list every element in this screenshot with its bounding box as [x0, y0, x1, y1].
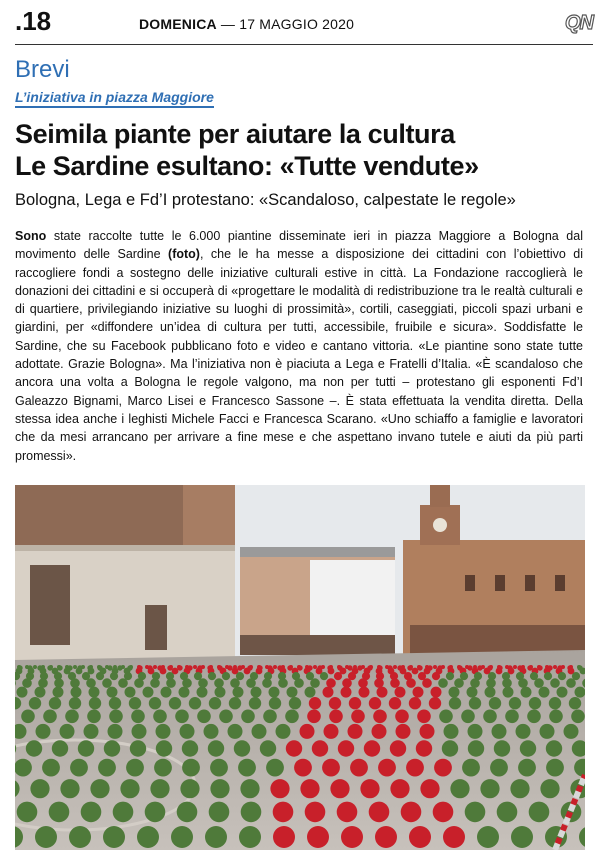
green-plant-pot: [103, 826, 125, 848]
green-plant-pot: [442, 740, 458, 756]
green-plant-pot: [96, 672, 104, 680]
green-plant-pot: [145, 802, 166, 823]
red-flower-pot: [401, 802, 422, 823]
green-plant-pot: [246, 678, 256, 688]
red-flower-pot: [341, 687, 352, 698]
article-kicker: L’iniziativa in piazza Maggiore: [15, 89, 214, 108]
green-plant-pot: [33, 665, 37, 669]
green-plant-pot: [26, 740, 42, 756]
red-flower-pot: [390, 678, 400, 688]
green-plant-pot: [241, 710, 255, 724]
green-plant-pot: [492, 724, 507, 739]
red-flower-pot: [244, 668, 251, 675]
red-flower-pot: [443, 826, 465, 848]
red-flower-pot: [553, 665, 557, 669]
green-plant-pot: [263, 710, 277, 724]
green-plant-pot: [439, 710, 453, 724]
red-flower-pot: [341, 826, 363, 848]
green-plant-pot: [509, 697, 521, 709]
body-part-1: state raccolte tutte le 6.000 piantine disseminate ieri in piazza Maggiore a Bologna dal movimento delle Sardine: [15, 229, 583, 262]
green-plant-pot: [520, 740, 536, 756]
green-plant-pot: [143, 687, 154, 698]
green-plant-pot: [289, 697, 301, 709]
green-plant-pot: [310, 678, 320, 688]
red-flower-pot: [496, 668, 503, 675]
green-plant-pot: [171, 826, 193, 848]
green-plant-pot: [90, 779, 109, 798]
issue-date: [139, 16, 354, 32]
green-plant-pot: [529, 697, 541, 709]
red-flower-pot: [348, 724, 363, 739]
green-plant-pot: [150, 779, 169, 798]
green-plant-pot: [557, 687, 568, 698]
green-plant-pot: [150, 678, 160, 688]
red-flower-pot: [329, 697, 341, 709]
green-plant-pot: [130, 740, 146, 756]
green-plant-pot: [104, 740, 120, 756]
green-plant-pot: [204, 724, 219, 739]
green-plant-pot: [120, 779, 139, 798]
red-flower-pot: [294, 759, 312, 777]
green-plant-pot: [109, 697, 121, 709]
green-plant-pot: [558, 672, 566, 680]
central-building: [240, 547, 395, 655]
green-plant-pot: [477, 826, 499, 848]
red-flower-pot: [309, 697, 321, 709]
green-plant-pot: [70, 759, 88, 777]
red-flower-pot: [364, 740, 380, 756]
green-plant-pot: [208, 740, 224, 756]
green-plant-pot: [182, 678, 192, 688]
red-flower-pot: [350, 759, 368, 777]
article-body: [15, 227, 583, 465]
green-plant-pot: [60, 779, 79, 798]
green-plant-pot: [107, 687, 118, 698]
red-flower-pot: [412, 668, 419, 675]
red-flower-pot: [312, 740, 328, 756]
green-plant-pot: [287, 687, 298, 698]
green-plant-pot: [575, 687, 586, 698]
green-plant-pot: [215, 687, 226, 698]
issue-day: DOMENICA: [139, 16, 217, 32]
green-plant-pot: [30, 779, 49, 798]
red-flower-pot: [393, 665, 397, 669]
article-headline: [15, 118, 593, 182]
green-plant-pot: [549, 710, 563, 724]
green-plant-pot: [60, 724, 75, 739]
green-plant-pot: [262, 678, 272, 688]
green-plant-pot: [132, 724, 147, 739]
green-plant-pot: [278, 678, 288, 688]
green-plant-pot: [129, 697, 141, 709]
green-plant-pot: [156, 724, 171, 739]
red-flower-pot: [377, 687, 388, 698]
green-plant-pot: [169, 697, 181, 709]
green-plant-pot: [109, 710, 123, 724]
green-plant-pot: [241, 802, 262, 823]
red-flower-pot: [389, 697, 401, 709]
green-plant-pot: [161, 687, 172, 698]
green-plant-pot: [49, 697, 61, 709]
green-plant-pot: [179, 687, 190, 698]
green-plant-pot: [71, 687, 82, 698]
green-plant-pot: [21, 710, 35, 724]
green-plant-pot: [462, 759, 480, 777]
red-flower-pot: [273, 802, 294, 823]
article-subtitle: Bologna, Lega e Fd’I protestano: «Scandaloso, calpestate le regole»: [15, 191, 516, 209]
green-plant-pot: [35, 826, 57, 848]
green-plant-pot: [497, 802, 518, 823]
red-flower-pot: [328, 668, 335, 675]
red-flower-pot: [369, 697, 381, 709]
red-flower-pot: [372, 724, 387, 739]
green-plant-pot: [126, 759, 144, 777]
red-flower-pot: [406, 678, 416, 688]
red-flower-pot: [322, 759, 340, 777]
red-flower-pot: [373, 710, 387, 724]
section-title: Brevi: [15, 56, 70, 83]
red-flower-pot: [286, 740, 302, 756]
red-flower-pot: [431, 687, 442, 698]
red-flower-pot: [270, 779, 289, 798]
green-plant-pot: [113, 802, 134, 823]
green-plant-pot: [502, 678, 512, 688]
green-plant-pot: [251, 687, 262, 698]
red-flower-pot: [273, 665, 277, 669]
red-flower-pot: [324, 724, 339, 739]
green-plant-pot: [125, 687, 136, 698]
green-plant-pot: [189, 697, 201, 709]
body-photo-ref: (foto): [168, 247, 200, 262]
green-plant-pot: [29, 697, 41, 709]
green-plant-pot: [470, 678, 480, 688]
green-plant-pot: [219, 710, 233, 724]
green-plant-pot: [166, 678, 176, 688]
green-plant-pot: [468, 740, 484, 756]
green-plant-pot: [571, 710, 585, 724]
green-plant-pot: [38, 678, 48, 688]
green-plant-pot: [52, 740, 68, 756]
green-plant-pot: [294, 678, 304, 688]
red-flower-pot: [323, 687, 334, 698]
green-plant-pot: [209, 697, 221, 709]
red-flower-pot: [273, 826, 295, 848]
red-flower-pot: [326, 678, 336, 688]
green-plant-pot: [534, 678, 544, 688]
green-plant-pot: [450, 779, 469, 798]
green-plant-pot: [539, 687, 550, 698]
green-plant-pot: [521, 687, 532, 698]
green-plant-pot: [320, 672, 328, 680]
green-plant-pot: [134, 678, 144, 688]
green-plant-pot: [285, 710, 299, 724]
green-plant-pot: [87, 710, 101, 724]
red-flower-pot: [337, 802, 358, 823]
green-plant-pot: [505, 710, 519, 724]
green-plant-pot: [76, 668, 83, 675]
green-plant-pot: [540, 779, 559, 798]
green-plant-pot: [73, 665, 77, 669]
green-plant-pot: [205, 826, 227, 848]
green-plant-pot: [208, 672, 216, 680]
green-plant-pot: [89, 697, 101, 709]
green-plant-pot: [182, 759, 200, 777]
green-plant-pot: [222, 672, 230, 680]
green-plant-pot: [486, 678, 496, 688]
green-plant-pot: [518, 759, 536, 777]
red-flower-pot: [330, 779, 349, 798]
green-plant-pot: [249, 697, 261, 709]
green-plant-pot: [233, 687, 244, 698]
green-plant-pot: [260, 740, 276, 756]
red-flower-pot: [409, 697, 421, 709]
red-flower-pot: [417, 710, 431, 724]
green-plant-pot: [461, 710, 475, 724]
red-flower-pot: [395, 710, 409, 724]
green-plant-pot: [564, 724, 579, 739]
green-plant-pot: [153, 710, 167, 724]
green-plant-pot: [305, 687, 316, 698]
green-plant-pot: [137, 826, 159, 848]
green-plant-pot: [229, 697, 241, 709]
green-plant-pot: [467, 687, 478, 698]
red-flower-pot: [307, 710, 321, 724]
green-plant-pot: [489, 697, 501, 709]
red-flower-pot: [433, 802, 454, 823]
green-plant-pot: [209, 802, 230, 823]
red-flower-pot: [193, 665, 197, 669]
red-flower-pot: [396, 724, 411, 739]
green-plant-pot: [210, 779, 229, 798]
green-plant-pot: [540, 724, 555, 739]
green-plant-pot: [70, 678, 80, 688]
green-plant-pot: [550, 678, 560, 688]
green-plant-pot: [238, 759, 256, 777]
green-plant-pot: [511, 826, 533, 848]
green-plant-pot: [544, 672, 552, 680]
green-plant-pot: [149, 697, 161, 709]
green-plant-pot: [469, 697, 481, 709]
green-plant-pot: [177, 802, 198, 823]
red-flower-pot: [358, 678, 368, 688]
red-flower-pot: [432, 672, 440, 680]
green-plant-pot: [230, 678, 240, 688]
red-flower-pot: [406, 759, 424, 777]
green-plant-pot: [490, 759, 508, 777]
green-plant-pot: [108, 724, 123, 739]
basilica-facade: [15, 485, 235, 660]
red-flower-pot: [413, 687, 424, 698]
body-part-2: , che le ha messe a disposizione dei cittadini con l’obiettivo di raccogliere fondi a sostegno delle iniziative culturali estive in città. La Fondazione raccoglierà le donazioni dei cittadini e si occuperà di «progettare le modalità di redistribuzione tra le realtà culturali e di quartiere, privilegiando iniziative su luoghi di prossimità», cortili, caseggiati, piccoli spazi urbani e giardini, per «diffondere un’idea di cultura per tutti, accessibile, fruibile e sicura». Soddisfatte le Sardine, che su Facebook pubblicano foto e video e cantano vittoria. «Le piantine sono state tutte adottate. Grazie Bologna». Ma l’iniziativa non è piaciuta a Lega e Fratelli d’Italia. «È scandaloso che ancora una volta a Bologna le regole valgono, ma non per tutti – protestano gli esponenti Fd’I Galeazzo Bignami, Marco Lisei e Francesco Sassone –. È stata effettuata la vendita diretta. Della stessa idea anche i leghisti Michele Facci e Francesca Scarano. «Uno schiaffo a famiglie e lavoratori che da mesi arrancano per arrivare a fine mese e che aspettano invano tutele e aiuti da più parti promessi».: [15, 247, 584, 463]
green-plant-pot: [228, 724, 243, 739]
headline-line-2: Le Sardine esultano: «Tutte vendute»: [15, 151, 479, 181]
green-plant-pot: [102, 678, 112, 688]
green-plant-pot: [156, 740, 172, 756]
red-flower-pot: [305, 802, 326, 823]
green-plant-pot: [276, 724, 291, 739]
green-plant-pot: [84, 724, 99, 739]
green-plant-pot: [518, 678, 528, 688]
green-plant-pot: [17, 687, 28, 698]
green-plant-pot: [483, 710, 497, 724]
green-plant-pot: [438, 678, 448, 688]
green-plant-pot: [266, 759, 284, 777]
qn-logo: QN: [565, 12, 593, 34]
green-plant-pot: [110, 672, 118, 680]
green-plant-pot: [36, 724, 51, 739]
red-flower-pot: [378, 759, 396, 777]
green-plant-pot: [98, 759, 116, 777]
green-plant-pot: [43, 710, 57, 724]
red-flower-pot: [359, 687, 370, 698]
page-header: [15, 6, 593, 40]
green-plant-pot: [465, 802, 486, 823]
red-flower-pot: [338, 740, 354, 756]
green-plant-pot: [485, 687, 496, 698]
green-plant-pot: [81, 802, 102, 823]
green-plant-pot: [529, 802, 550, 823]
red-flower-pot: [375, 826, 397, 848]
red-flower-pot: [416, 740, 432, 756]
green-plant-pot: [269, 697, 281, 709]
red-flower-pot: [307, 826, 329, 848]
header-rule: [15, 44, 593, 45]
red-flower-pot: [513, 665, 517, 669]
green-plant-pot: [197, 687, 208, 698]
green-plant-pot: [449, 697, 461, 709]
green-plant-pot: [42, 759, 60, 777]
green-plant-pot: [239, 826, 261, 848]
green-plant-pot: [503, 687, 514, 698]
green-plant-pot: [69, 697, 81, 709]
red-flower-pot: [390, 740, 406, 756]
green-plant-pot: [214, 678, 224, 688]
green-plant-pot: [269, 687, 280, 698]
green-plant-pot: [22, 678, 32, 688]
green-plant-pot: [17, 802, 38, 823]
red-flower-pot: [300, 779, 319, 798]
red-flower-pot: [160, 668, 167, 675]
green-plant-pot: [65, 710, 79, 724]
red-flower-pot: [429, 697, 441, 709]
red-flower-pot: [153, 665, 157, 669]
green-plant-pot: [240, 779, 259, 798]
green-plant-pot: [480, 779, 499, 798]
green-plant-pot: [494, 740, 510, 756]
red-flower-pot: [422, 678, 432, 688]
green-plant-pot: [566, 678, 576, 688]
red-flower-pot: [349, 697, 361, 709]
green-plant-pot: [197, 710, 211, 724]
red-flower-pot: [334, 672, 342, 680]
green-plant-pot: [569, 697, 581, 709]
body-lead: Sono: [15, 229, 47, 243]
green-plant-pot: [53, 687, 64, 698]
green-plant-pot: [49, 802, 70, 823]
red-flower-pot: [300, 724, 315, 739]
red-flower-pot: [420, 724, 435, 739]
green-plant-pot: [35, 687, 46, 698]
red-flower-pot: [329, 710, 343, 724]
red-flower-pot: [434, 759, 452, 777]
green-plant-pot: [54, 678, 64, 688]
green-plant-pot: [210, 759, 228, 777]
red-flower-pot: [342, 678, 352, 688]
piazza-maggiore-photo: [15, 485, 585, 850]
green-plant-pot: [198, 678, 208, 688]
red-flower-pot: [409, 826, 431, 848]
red-flower-pot: [395, 687, 406, 698]
green-plant-pot: [546, 759, 564, 777]
green-plant-pot: [468, 724, 483, 739]
green-plant-pot: [180, 779, 199, 798]
green-plant-pot: [131, 710, 145, 724]
green-plant-pot: [527, 710, 541, 724]
issue-date-text: — 17 MAGGIO 2020: [216, 16, 355, 32]
green-plant-pot: [180, 724, 195, 739]
green-plant-pot: [444, 724, 459, 739]
green-plant-pot: [549, 697, 561, 709]
green-plant-pot: [69, 826, 91, 848]
green-plant-pot: [154, 759, 172, 777]
green-plant-pot: [234, 740, 250, 756]
green-plant-pot: [454, 678, 464, 688]
headline-line-1: Seimila piante per aiutare la cultura: [15, 119, 455, 149]
red-flower-pot: [390, 779, 409, 798]
green-plant-pot: [449, 687, 460, 698]
red-flower-pot: [351, 710, 365, 724]
green-plant-pot: [89, 687, 100, 698]
green-plant-pot: [546, 740, 562, 756]
red-flower-pot: [420, 779, 439, 798]
green-plant-pot: [86, 678, 96, 688]
red-flower-pot: [433, 665, 437, 669]
green-plant-pot: [252, 724, 267, 739]
green-plant-pot: [182, 740, 198, 756]
green-plant-pot: [516, 724, 531, 739]
red-flower-pot: [313, 665, 317, 669]
green-plant-pot: [446, 672, 454, 680]
green-plant-pot: [78, 740, 94, 756]
page-number: .18: [15, 6, 52, 36]
red-flower-pot: [374, 678, 384, 688]
red-flower-pot: [360, 779, 379, 798]
red-flower-pot: [369, 802, 390, 823]
green-plant-pot: [510, 779, 529, 798]
green-plant-pot: [175, 710, 189, 724]
green-plant-pot: [118, 678, 128, 688]
